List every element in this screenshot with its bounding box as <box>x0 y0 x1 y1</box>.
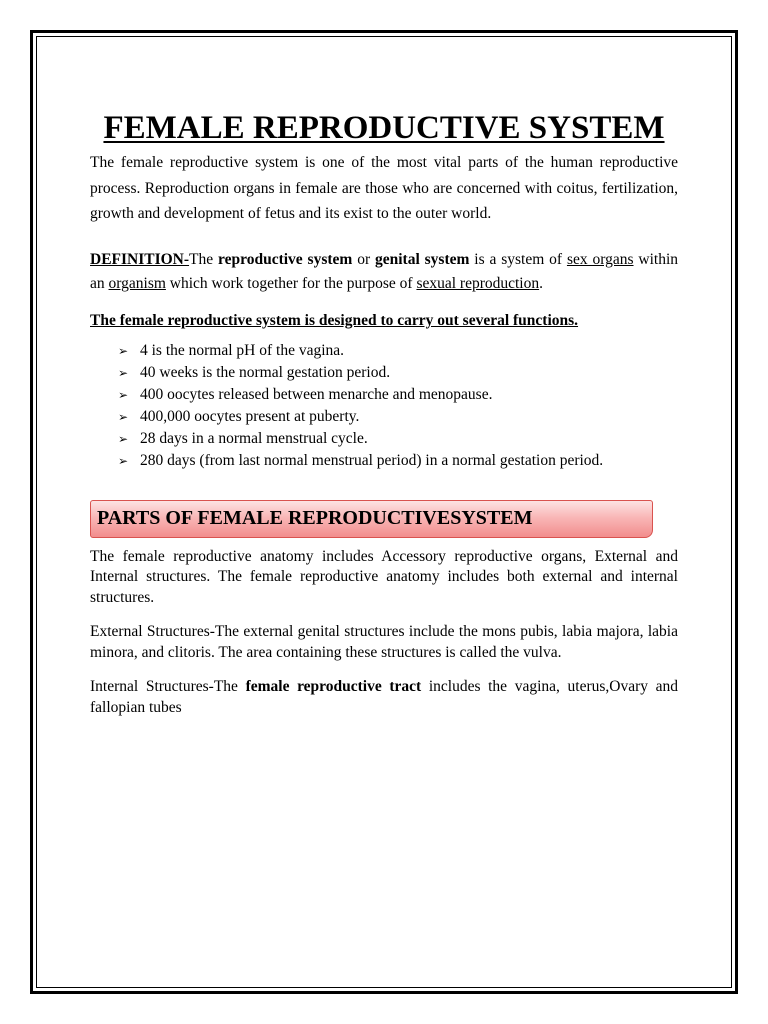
definition-text: which work together for the purpose of <box>165 275 417 292</box>
arrow-bullet-icon: ➢ <box>118 453 129 468</box>
term-genital-system: genital system <box>374 250 470 268</box>
list-item-text: 400,000 oocytes present at puberty. <box>140 407 360 425</box>
arrow-bullet-icon: ➢ <box>118 387 129 402</box>
list-item <box>118 428 678 450</box>
functions-heading: The female reproductive system is designed to carry out several functions. <box>90 311 579 329</box>
arrow-bullet-icon: ➢ <box>118 343 129 358</box>
definition-text: is a system of <box>469 250 567 268</box>
arrow-bullet-icon: ➢ <box>118 431 129 446</box>
document-body <box>90 108 678 718</box>
section-heading-box <box>90 500 653 538</box>
section-heading: PARTS OF FEMALE REPRODUCTIVESYSTEM <box>97 507 533 529</box>
list-item <box>118 450 678 472</box>
link-sex-organs[interactable]: sex organs <box>566 250 634 268</box>
internal-text: Internal Structures-The <box>90 678 246 695</box>
list-item-text: 4 is the normal pH of the vagina. <box>140 341 345 359</box>
list-item <box>118 384 678 406</box>
definition-text: or <box>352 250 375 268</box>
list-item <box>118 362 678 384</box>
facts-list <box>90 340 678 472</box>
list-item-text: 28 days in a normal menstrual cycle. <box>140 429 368 447</box>
document-title: FEMALE REPRODUCTIVE SYSTEM <box>103 110 665 146</box>
internal-structures-paragraph <box>90 677 678 718</box>
link-organism[interactable]: organism <box>108 275 166 292</box>
arrow-bullet-icon: ➢ <box>118 409 129 424</box>
list-item-text: 280 days (from last normal menstrual period) in a normal gestation period. <box>140 451 604 469</box>
list-item <box>118 406 678 428</box>
internal-text: includes the vagina, uterus,Ovary and fallopian tubes <box>90 678 679 716</box>
definition-paragraph <box>90 248 678 297</box>
link-sexual-reproduction[interactable]: sexual reproduction <box>416 275 540 292</box>
list-item-text: 40 weeks is the normal gestation period. <box>140 363 391 381</box>
intro-paragraph: The female reproductive system is one of the most vital parts of the human reproductive process. Reproduction organs in female are those who are concerned with coitus, fertilization, growth and development of fetus and its exist to the outer world. <box>90 154 678 222</box>
definition-label: DEFINITION- <box>90 250 190 268</box>
list-item <box>118 340 678 362</box>
definition-text: The <box>189 250 219 268</box>
external-structures-paragraph: External Structures-The external genital structures include the mons pubis, labia majora, labia minora, and clitoris. The area containing these structures is called the vulva. <box>90 623 678 661</box>
list-item-text: 400 oocytes released between menarche and menopause. <box>140 385 493 403</box>
definition-text: within an <box>90 250 678 292</box>
definition-text: . <box>539 275 543 292</box>
anatomy-paragraph: The female reproductive anatomy includes Accessory reproductive organs, External and Internal structures. The female reproductive anatomy includes both external and internal structures. <box>90 547 678 606</box>
arrow-bullet-icon: ➢ <box>118 365 129 380</box>
term-female-reproductive-tract: female reproductive tract <box>245 678 422 695</box>
term-reproductive-system: reproductive system <box>218 250 353 268</box>
